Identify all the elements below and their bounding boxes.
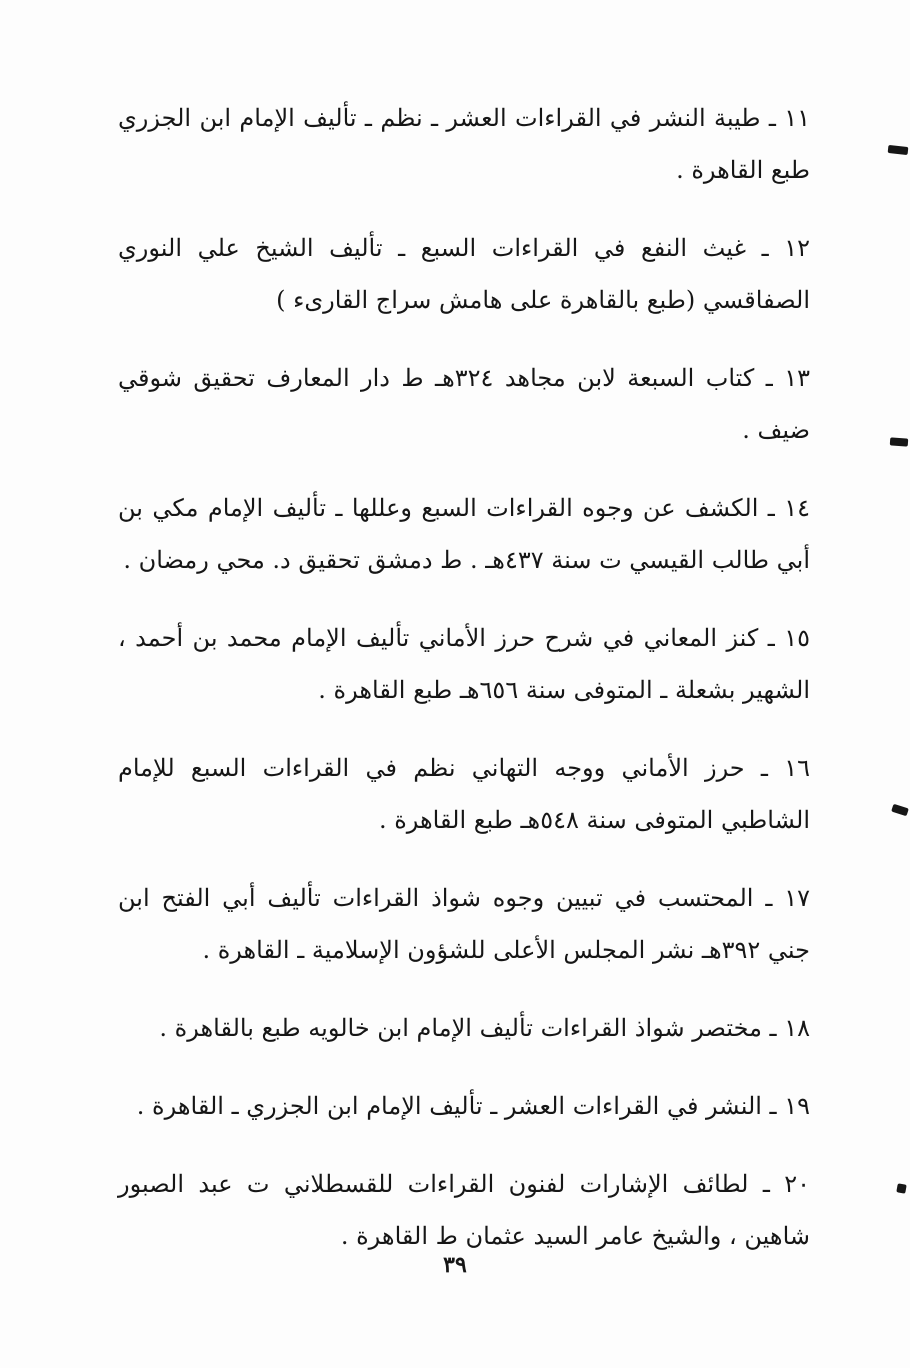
bibliography-entry-19: ١٩ ـ النشر في القراءات العشر ـ تأليف الإمام ابن الجزري ـ القاهرة .: [136, 1092, 810, 1120]
bibliography-entry-11: ١١ ـ طيبة النشر في القراءات العشر ـ نظم ـ تأليف الإمام ابن الجزري طبع القاهرة .: [118, 104, 810, 184]
scan-margin-mark: [888, 145, 909, 155]
bibliography-entry-15: ١٥ ـ كنز المعاني في شرح حرز الأماني تأليف الإمام محمد بن أحمد ، الشهير بشعلة ـ المتوفى سنة ٦٥٦هـ طبع القاهرة .: [118, 624, 810, 704]
bibliography-entry-18: ١٨ ـ مختصر شواذ القراءات تأليف الإمام ابن خالويه طبع بالقاهرة .: [159, 1014, 810, 1042]
scan-margin-mark: [890, 437, 909, 446]
bibliography-entry-16: ١٦ ـ حرز الأماني ووجه التهاني نظم في القراءات السبع للإمام الشاطبي المتوفى سنة ٥٤٨هـ طبع القاهرة .: [118, 754, 810, 834]
bibliography-entry-12: ١٢ ـ غيث النفع في القراءات السبع ـ تأليف الشيخ علي النوري الصفاقسي (طبع بالقاهرة على هامش سراج القارىء ): [118, 234, 810, 314]
page-number: ٣٩: [443, 1252, 467, 1278]
bibliography-list: [118, 92, 810, 1288]
scan-margin-mark: [891, 804, 909, 817]
bibliography-entry-20: ٢٠ ـ لطائف الإشارات لفنون القراءات للقسطلاني ت عبد الصبور شاهين ، والشيخ عامر السيد عثمان ط القاهرة .: [118, 1170, 810, 1250]
bibliography-entry-13: ١٣ ـ كتاب السبعة لابن مجاهد ٣٢٤هـ ط دار المعارف تحقيق شوقي ضيف .: [118, 364, 810, 444]
bibliography-entry-17: ١٧ ـ المحتسب في تبيين وجوه شواذ القراءات تأليف أبي الفتح ابن جني ٣٩٢هـ نشر المجلس الأعلى للشؤون الإسلامية ـ القاهرة .: [118, 884, 810, 964]
scan-margin-mark: [896, 1183, 906, 1193]
bibliography-entry-14: ١٤ ـ الكشف عن وجوه القراءات السبع وعللها ـ تأليف الإمام مكي بن أبي طالب القيسي ت سنة ٤٣٧هـ . ط دمشق تحقيق د. محي رمضان .: [118, 494, 810, 574]
